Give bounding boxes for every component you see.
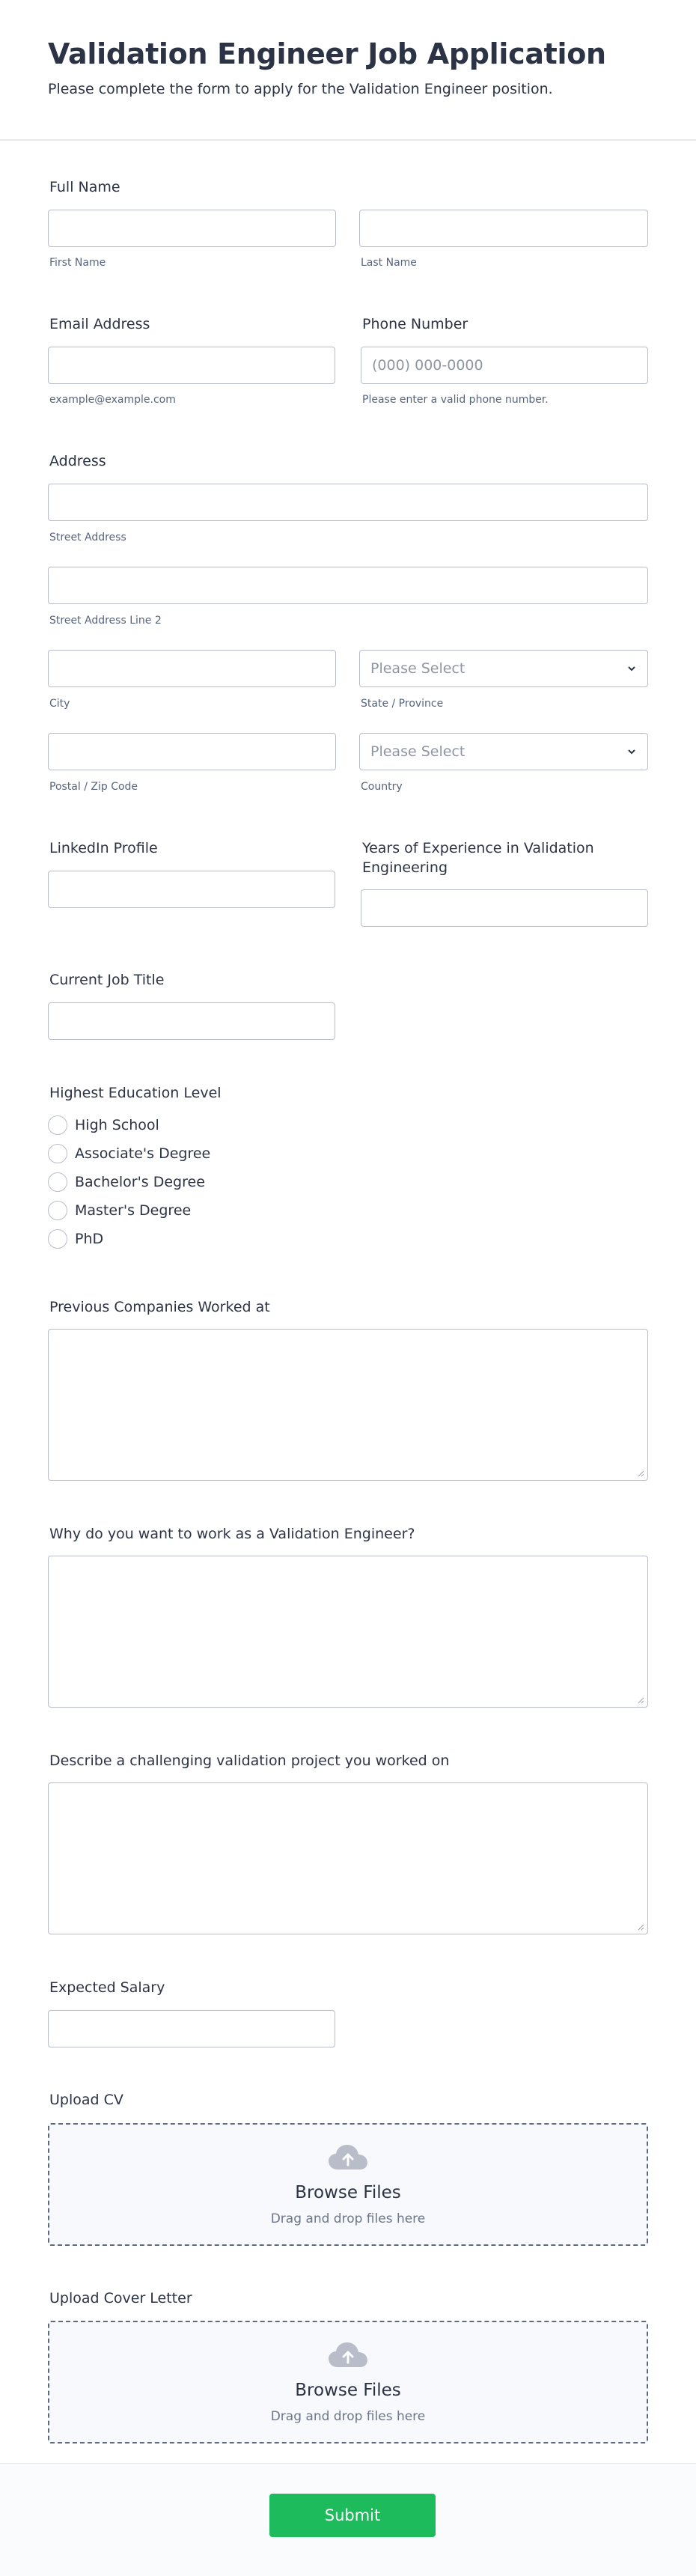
salary-label: Expected Salary [49, 1979, 165, 1996]
radio-label: Associate's Degree [75, 1145, 211, 1162]
resize-handle-icon[interactable] [637, 1923, 644, 1931]
country-select[interactable] [359, 733, 648, 770]
job-title-label: Current Job Title [49, 972, 165, 988]
chevron-down-icon [626, 663, 637, 674]
form-header [0, 0, 696, 141]
why-textarea[interactable] [48, 1556, 648, 1708]
email-label: Email Address [49, 316, 150, 332]
browse-files-text: Browse Files [295, 2381, 401, 2400]
linkedin-label: LinkedIn Profile [49, 840, 158, 856]
browse-files-text: Browse Files [295, 2183, 401, 2202]
country-sublabel: Country [361, 781, 403, 793]
linkedin-input[interactable] [48, 871, 335, 908]
education-option-masters[interactable] [48, 1199, 191, 1222]
form-footer [0, 2463, 696, 2576]
drag-drop-text: Drag and drop files here [270, 2409, 426, 2424]
salary-input[interactable] [48, 2010, 335, 2047]
city-input[interactable] [48, 650, 336, 687]
cloud-upload-icon [327, 2143, 369, 2172]
upload-cv-label: Upload CV [49, 2092, 123, 2108]
email-sublabel: example@example.com [49, 394, 176, 406]
street-address-line2-sublabel: Street Address Line 2 [49, 615, 162, 627]
radio-button[interactable] [48, 1144, 67, 1163]
street-address-line2-input[interactable] [48, 567, 648, 604]
phone-label: Phone Number [362, 316, 468, 332]
state-select[interactable] [359, 650, 648, 687]
state-select-value: Please Select [370, 660, 465, 677]
job-title-input[interactable] [48, 1002, 335, 1040]
resize-handle-icon[interactable] [637, 1696, 644, 1704]
radio-button[interactable] [48, 1172, 67, 1192]
education-option-bachelors[interactable] [48, 1171, 205, 1193]
resize-handle-icon[interactable] [637, 1470, 644, 1477]
full-name-label: Full Name [49, 179, 120, 195]
submit-button[interactable]: Submit [269, 2494, 436, 2537]
postal-code-input[interactable] [48, 733, 336, 770]
previous-companies-label: Previous Companies Worked at [49, 1299, 270, 1315]
phone-sublabel: Please enter a valid phone number. [362, 394, 549, 406]
experience-input[interactable] [361, 889, 648, 927]
radio-label: PhD [75, 1231, 104, 1247]
phone-field[interactable]: (000) 000-0000 [361, 347, 648, 384]
email-field[interactable] [48, 347, 335, 384]
city-sublabel: City [49, 698, 70, 710]
previous-companies-textarea[interactable] [48, 1329, 648, 1481]
page-subtitle: Please complete the form to apply for the Validation Engineer position. [48, 81, 553, 97]
radio-button[interactable] [48, 1229, 67, 1249]
address-label: Address [49, 453, 106, 469]
radio-button[interactable] [48, 1201, 67, 1220]
upload-cover-dropzone[interactable] [48, 2321, 648, 2443]
why-label: Why do you want to work as a Validation Engineer? [49, 1526, 415, 1542]
street-address-sublabel: Street Address [49, 532, 126, 543]
first-name-input[interactable] [48, 210, 336, 247]
education-option-phd[interactable] [48, 1228, 103, 1250]
last-name-sublabel: Last Name [361, 257, 417, 269]
radio-label: High School [75, 1117, 159, 1133]
upload-cover-label: Upload Cover Letter [49, 2290, 192, 2306]
drag-drop-text: Drag and drop files here [270, 2211, 426, 2226]
upload-cv-dropzone[interactable] [48, 2123, 648, 2246]
radio-label: Bachelor's Degree [75, 1174, 205, 1190]
state-sublabel: State / Province [361, 698, 444, 710]
radio-label: Master's Degree [75, 1202, 192, 1219]
experience-label: Years of Experience in Validation Engineering [362, 840, 594, 876]
challenging-project-textarea[interactable] [48, 1782, 648, 1934]
cloud-upload-icon [327, 2340, 369, 2370]
first-name-sublabel: First Name [49, 257, 106, 269]
challenging-project-label: Describe a challenging validation project you worked on [49, 1753, 450, 1769]
radio-button[interactable] [48, 1115, 67, 1135]
chevron-down-icon [626, 746, 637, 757]
postal-code-sublabel: Postal / Zip Code [49, 781, 138, 793]
page-title: Validation Engineer Job Application [48, 37, 606, 70]
education-option-high-school[interactable] [48, 1114, 159, 1136]
education-option-associates[interactable] [48, 1142, 210, 1165]
country-select-value: Please Select [370, 743, 465, 760]
street-address-input[interactable] [48, 484, 648, 521]
education-label: Highest Education Level [49, 1085, 222, 1101]
last-name-input[interactable] [359, 210, 648, 247]
